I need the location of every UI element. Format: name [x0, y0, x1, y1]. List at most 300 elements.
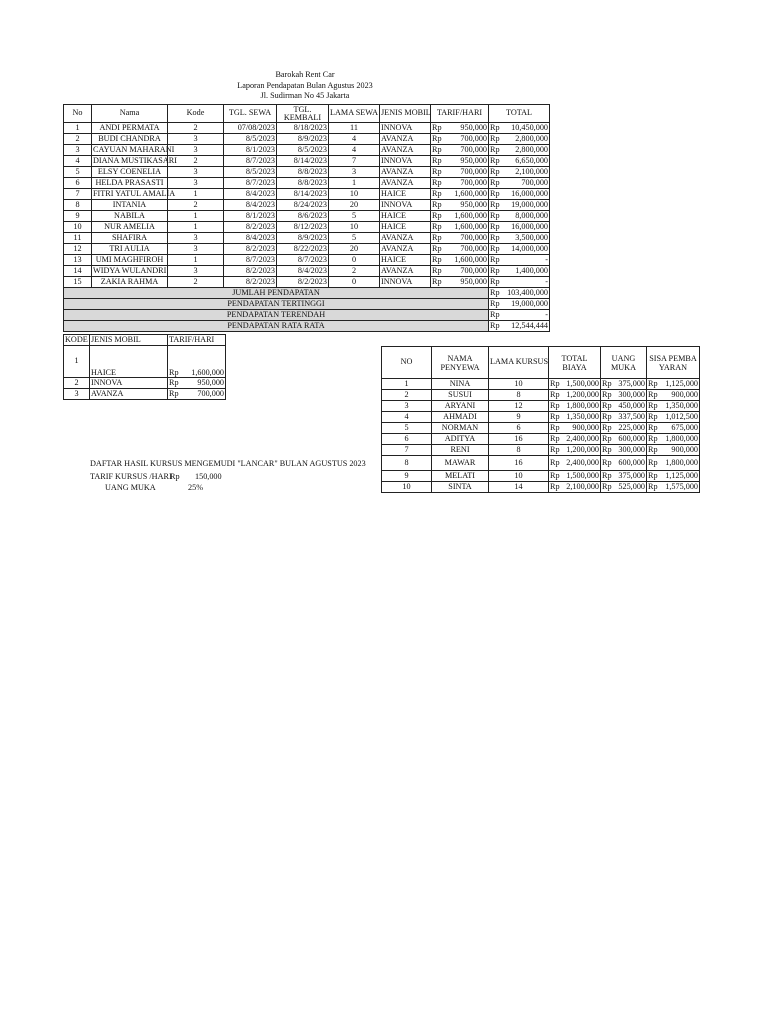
row-rate-wrap [432, 168, 487, 176]
currency-label: Rp [432, 221, 442, 231]
course-row [382, 423, 700, 434]
course-remaining-wrap [648, 446, 698, 454]
course-body [382, 379, 700, 493]
lookup-rate-wrap [169, 390, 224, 398]
rental-body [64, 123, 550, 288]
row-total [489, 211, 550, 222]
rental-report-table [63, 104, 550, 332]
row-rent-date: 07/08/2023 [224, 123, 277, 134]
row-rate [431, 233, 489, 244]
row-no: 10 [64, 222, 92, 233]
course-no: 4 [382, 412, 432, 423]
row-name: TRI AULIA [92, 244, 168, 255]
row-duration: 4 [329, 145, 380, 156]
row-code: 1 [168, 211, 224, 222]
course-remaining-wrap [648, 483, 698, 491]
amount-value: 1,600,000 [454, 210, 487, 220]
row-name: NUR AMELIA [92, 222, 168, 233]
course-remaining-wrap [648, 380, 698, 388]
row-rent-date: 8/4/2023 [224, 189, 277, 200]
currency-label: Rp [490, 177, 500, 187]
amount-value: 1,600,000 [454, 221, 487, 231]
row-rate [431, 222, 489, 233]
row-rate-wrap [432, 157, 487, 165]
currency-label: Rp [550, 422, 560, 432]
row-rate-wrap [432, 245, 487, 253]
lookup-body [64, 346, 226, 400]
row-name: CAYUAN MAHARANI [93, 144, 175, 154]
currency-label: Rp [550, 400, 560, 410]
course-duration: 9 [489, 412, 549, 423]
course-total-wrap [550, 483, 599, 491]
summary-value-wrap [490, 300, 548, 308]
lookup-header-row [64, 335, 226, 346]
currency-label: Rp [432, 265, 442, 275]
row-name: SHAFIRA [92, 233, 168, 244]
course-remaining [647, 434, 700, 445]
report-title-block [150, 70, 460, 102]
row-rate [431, 178, 489, 189]
row-duration: 20 [329, 244, 380, 255]
course-tarif-value: 150,000 [195, 472, 222, 481]
course-total [549, 471, 601, 482]
row-rate-wrap [432, 146, 487, 154]
row-car-type: AVANZA [380, 178, 431, 189]
currency-label: Rp [169, 377, 179, 387]
row-rate [431, 211, 489, 222]
amount-value: 1,012,500 [665, 411, 698, 421]
currency-label: Rp [550, 444, 560, 454]
row-total-wrap [490, 234, 548, 242]
row-rent-date: 8/5/2023 [224, 167, 277, 178]
currency-label: Rp [432, 155, 442, 165]
row-car-type: INNOVA [380, 123, 431, 134]
currency-label: Rp [648, 433, 658, 443]
lookup-car-type: AVANZA [90, 389, 168, 400]
course-name: MELATI [432, 471, 489, 482]
amount-value: - [545, 309, 548, 319]
row-no: 7 [64, 189, 92, 200]
currency-label: Rp [490, 309, 500, 319]
row-name: FITRI YATUL AMALIA [93, 188, 176, 198]
row-rate [431, 134, 489, 145]
row-rent-date: 8/2/2023 [224, 222, 277, 233]
row-rate [431, 123, 489, 134]
summary-label: PENDAPATAN RATA RATA [64, 321, 489, 332]
currency-label: Rp [648, 422, 658, 432]
course-duration: 6 [489, 423, 549, 434]
row-no: 14 [64, 266, 92, 277]
course-name: MAWAR [432, 456, 489, 471]
course-total [549, 434, 601, 445]
col-header: TOTAL [489, 105, 550, 123]
currency-label: Rp [490, 210, 500, 220]
course-row [382, 482, 700, 493]
currency-label: Rp [432, 188, 442, 198]
course-col-header: NAMA PENYEWA [432, 347, 489, 379]
currency-label: Rp [432, 144, 442, 154]
summary-value [489, 299, 550, 310]
table-row [64, 145, 550, 156]
lookup-row [64, 389, 226, 400]
currency-label: Rp [490, 188, 500, 198]
row-no: 4 [64, 156, 92, 167]
table-row [64, 277, 550, 288]
course-no: 1 [382, 379, 432, 390]
course-total [549, 379, 601, 390]
currency-label: Rp [550, 389, 560, 399]
row-code: 2 [168, 200, 224, 211]
currency-label: Rp [550, 378, 560, 388]
course-remaining [647, 456, 700, 471]
amount-value: 1,800,000 [665, 433, 698, 443]
row-rate [431, 167, 489, 178]
lookup-rate [168, 389, 226, 400]
row-total-wrap [490, 245, 548, 253]
row-code: 3 [168, 244, 224, 255]
row-total-wrap [490, 157, 548, 165]
row-no: 9 [64, 211, 92, 222]
company-address: Jl. Sudirman No 45 Jakarta [260, 91, 350, 100]
summary-value [489, 321, 550, 332]
course-remaining [647, 423, 700, 434]
row-car-type: HAICE [380, 211, 431, 222]
currency-label: Rp [648, 457, 658, 467]
table-row [64, 222, 550, 233]
row-name: UMI MAGHFIROH [92, 255, 168, 266]
course-dp-wrap [602, 380, 645, 388]
currency-label: Rp [648, 411, 658, 421]
row-name: DIANA MUSTIKASARI [93, 155, 177, 165]
row-name: WIDYA WULANDRI [93, 265, 167, 275]
row-total [489, 156, 550, 167]
course-total [549, 412, 601, 423]
course-duration: 8 [489, 390, 549, 401]
row-car-type: AVANZA [380, 244, 431, 255]
course-duration: 10 [489, 471, 549, 482]
summary-body [64, 288, 550, 332]
course-total [549, 482, 601, 493]
row-total [489, 244, 550, 255]
currency-label: Rp [490, 320, 500, 330]
lookup-row [64, 346, 226, 378]
row-name: INTANIA [92, 200, 168, 211]
row-total [489, 123, 550, 134]
course-remaining [647, 471, 700, 482]
course-col-header: TOTAL BIAYA [549, 347, 601, 379]
row-duration: 11 [329, 123, 380, 134]
row-total [489, 277, 550, 288]
row-return-date: 8/7/2023 [277, 255, 329, 266]
row-total-wrap [490, 124, 548, 132]
amount-value: 19,000,000 [511, 199, 548, 209]
row-rate-wrap [432, 212, 487, 220]
row-total-wrap [490, 256, 548, 264]
row-rent-date: 8/7/2023 [224, 156, 277, 167]
summary-value [489, 310, 550, 321]
course-dp-wrap [602, 483, 645, 491]
currency-label: Rp [432, 210, 442, 220]
currency-label: Rp [550, 481, 560, 491]
amount-value: 1,125,000 [665, 378, 698, 388]
row-return-date: 8/18/2023 [277, 123, 329, 134]
course-remaining-wrap [648, 413, 698, 421]
row-rate-wrap [432, 190, 487, 198]
row-rent-date: 8/2/2023 [224, 266, 277, 277]
amount-value: 2,400,000 [566, 457, 599, 467]
row-return-date: 8/14/2023 [277, 189, 329, 200]
row-rent-date: 8/2/2023 [224, 277, 277, 288]
course-duration: 8 [489, 445, 549, 456]
table-row [64, 255, 550, 266]
currency-label: Rp [602, 389, 612, 399]
row-total [489, 255, 550, 266]
currency-label: Rp [432, 166, 442, 176]
row-total [489, 200, 550, 211]
row-rate [431, 156, 489, 167]
course-total-wrap [550, 435, 599, 443]
course-name: NINA [432, 379, 489, 390]
amount-value: 1,400,000 [515, 265, 548, 275]
amount-value: 700,000 [521, 177, 548, 187]
row-duration: 1 [329, 178, 380, 189]
course-no: 6 [382, 434, 432, 445]
currency-label: Rp [602, 422, 612, 432]
lookup-code: 1 [64, 346, 90, 378]
amount-value: 1,575,000 [665, 481, 698, 491]
course-total [549, 445, 601, 456]
course-col-header: UANG MUKA [601, 347, 647, 379]
row-name: BUDI CHANDRA [92, 134, 168, 145]
course-dp-wrap [602, 459, 645, 467]
row-return-date: 8/8/2023 [277, 178, 329, 189]
amount-value: 337,500 [618, 411, 645, 421]
row-total [489, 189, 550, 200]
amount-value: 700,000 [460, 265, 487, 275]
amount-value: 900,000 [671, 444, 698, 454]
currency-label: Rp [490, 265, 500, 275]
amount-value: 450,000 [618, 400, 645, 410]
row-code: 2 [168, 156, 224, 167]
course-total-wrap [550, 402, 599, 410]
course-dp-label: UANG MUKA [105, 483, 156, 492]
amount-value: 10,450,000 [511, 122, 548, 132]
amount-value: 900,000 [572, 422, 599, 432]
course-total-wrap [550, 459, 599, 467]
row-name: ANDI PERMATA [92, 123, 168, 134]
row-rent-date: 8/7/2023 [224, 255, 277, 266]
course-col-header: LAMA KURSUS [489, 347, 549, 379]
amount-value: 19,000,000 [511, 298, 548, 308]
amount-value: 1,600,000 [191, 367, 224, 377]
row-code: 2 [168, 123, 224, 134]
amount-value: 950,000 [197, 377, 224, 387]
course-no: 10 [382, 482, 432, 493]
course-remaining-wrap [648, 472, 698, 480]
col-header: LAMA SEWA [329, 105, 380, 123]
course-header-row [382, 347, 700, 379]
currency-label: Rp [432, 232, 442, 242]
row-total-wrap [490, 201, 548, 209]
amount-value: 700,000 [460, 166, 487, 176]
course-no: 9 [382, 471, 432, 482]
course-tarif-rp: Rp [170, 472, 180, 481]
amount-value: 1,500,000 [566, 470, 599, 480]
row-total-wrap [490, 146, 548, 154]
currency-label: Rp [648, 444, 658, 454]
row-rent-date: 8/4/2023 [224, 233, 277, 244]
summary-row [64, 321, 550, 332]
row-total [489, 222, 550, 233]
row-rate [431, 266, 489, 277]
row-total [489, 266, 550, 277]
table-row [64, 211, 550, 222]
row-car-type: AVANZA [380, 266, 431, 277]
amount-value: 1,350,000 [566, 411, 599, 421]
row-no: 11 [64, 233, 92, 244]
report-subtitle: Laporan Pendapatan Bulan Agustus 2023 [237, 80, 373, 90]
row-code: 3 [168, 134, 224, 145]
table-row [64, 233, 550, 244]
course-remaining-wrap [648, 435, 698, 443]
row-total-wrap [490, 190, 548, 198]
course-dp-value: 25% [188, 483, 204, 492]
amount-value: 600,000 [618, 433, 645, 443]
course-duration: 10 [489, 379, 549, 390]
row-total-wrap [490, 278, 548, 286]
row-rate [431, 200, 489, 211]
row-rate-wrap [432, 223, 487, 231]
row-duration: 7 [329, 156, 380, 167]
summary-value [489, 288, 550, 299]
course-dp [601, 482, 647, 493]
course-row [382, 390, 700, 401]
row-car-type: INNOVA [380, 200, 431, 211]
col-header: No [64, 105, 92, 123]
row-car-type: HAICE [380, 189, 431, 200]
course-col-header: NO [382, 347, 432, 379]
course-col-header: SISA PEMBAYARAN [647, 347, 700, 379]
row-no: 2 [64, 134, 92, 145]
lookup-col-header: JENIS MOBIL [90, 335, 168, 346]
table-row [64, 178, 550, 189]
currency-label: Rp [432, 243, 442, 253]
course-dp-wrap [602, 413, 645, 421]
row-car-type: HAICE [380, 222, 431, 233]
row-total [489, 145, 550, 156]
amount-value: 700,000 [197, 388, 224, 398]
amount-value: 2,100,000 [566, 481, 599, 491]
course-total-wrap [550, 413, 599, 421]
table-row [64, 266, 550, 277]
amount-value: 1,200,000 [566, 444, 599, 454]
currency-label: Rp [490, 287, 500, 297]
currency-label: Rp [602, 411, 612, 421]
amount-value: 2,800,000 [515, 133, 548, 143]
row-duration: 3 [329, 167, 380, 178]
course-dp [601, 379, 647, 390]
summary-value-wrap [490, 311, 548, 319]
summary-label: PENDAPATAN TERTINGGI [64, 299, 489, 310]
course-duration: 16 [489, 434, 549, 445]
amount-value: 1,125,000 [665, 470, 698, 480]
company-name: Barokah Rent Car [275, 70, 335, 79]
course-dp [601, 456, 647, 471]
amount-value: 950,000 [460, 122, 487, 132]
col-header: Kode [168, 105, 224, 123]
course-remaining-wrap [648, 459, 698, 467]
course-row [382, 412, 700, 423]
row-code: 3 [168, 266, 224, 277]
lookup-col-header: TARIF/HARI [168, 335, 226, 346]
currency-label: Rp [602, 433, 612, 443]
currency-label: Rp [490, 155, 500, 165]
row-no: 6 [64, 178, 92, 189]
table-row [64, 156, 550, 167]
currency-label: Rp [550, 433, 560, 443]
course-row [382, 456, 700, 471]
currency-label: Rp [490, 276, 500, 286]
course-dp [601, 445, 647, 456]
course-dp [601, 471, 647, 482]
course-total-wrap [550, 424, 599, 432]
row-rent-date: 8/1/2023 [224, 145, 277, 156]
lookup-col-header: KODE [65, 334, 88, 344]
row-no: 15 [64, 277, 92, 288]
currency-label: Rp [490, 166, 500, 176]
currency-label: Rp [490, 243, 500, 253]
row-code: 3 [168, 145, 224, 156]
currency-label: Rp [490, 133, 500, 143]
row-return-date: 8/8/2023 [277, 167, 329, 178]
amount-value: 3,500,000 [515, 232, 548, 242]
amount-value: 700,000 [460, 133, 487, 143]
row-rate-wrap [432, 234, 487, 242]
currency-label: Rp [648, 400, 658, 410]
row-total-wrap [490, 267, 548, 275]
row-return-date: 8/4/2023 [277, 266, 329, 277]
col-header: TGL. SEWA [224, 105, 277, 123]
row-total-wrap [490, 168, 548, 176]
currency-label: Rp [432, 133, 442, 143]
summary-row [64, 299, 550, 310]
col-header: TARIF/HARI [431, 105, 489, 123]
course-dp [601, 412, 647, 423]
course-dp-wrap [602, 402, 645, 410]
table-row [64, 134, 550, 145]
course-total [549, 390, 601, 401]
amount-value: 1,800,000 [566, 400, 599, 410]
currency-label: Rp [432, 122, 442, 132]
row-rate-wrap [432, 179, 487, 187]
row-return-date: 8/6/2023 [277, 211, 329, 222]
row-no: 3 [64, 145, 92, 156]
amount-value: 375,000 [618, 378, 645, 388]
amount-value: 16,000,000 [511, 221, 548, 231]
course-duration: 14 [489, 482, 549, 493]
lookup-car-type: HAICE [90, 346, 168, 378]
row-name: HELDA PRASASTI [92, 178, 168, 189]
row-code: 3 [168, 178, 224, 189]
course-no: 3 [382, 401, 432, 412]
row-total [489, 134, 550, 145]
row-duration: 5 [329, 211, 380, 222]
amount-value: 675,000 [671, 422, 698, 432]
amount-value: 1,800,000 [665, 457, 698, 467]
lookup-code: 3 [64, 389, 90, 400]
course-total-wrap [550, 472, 599, 480]
course-dp [601, 401, 647, 412]
